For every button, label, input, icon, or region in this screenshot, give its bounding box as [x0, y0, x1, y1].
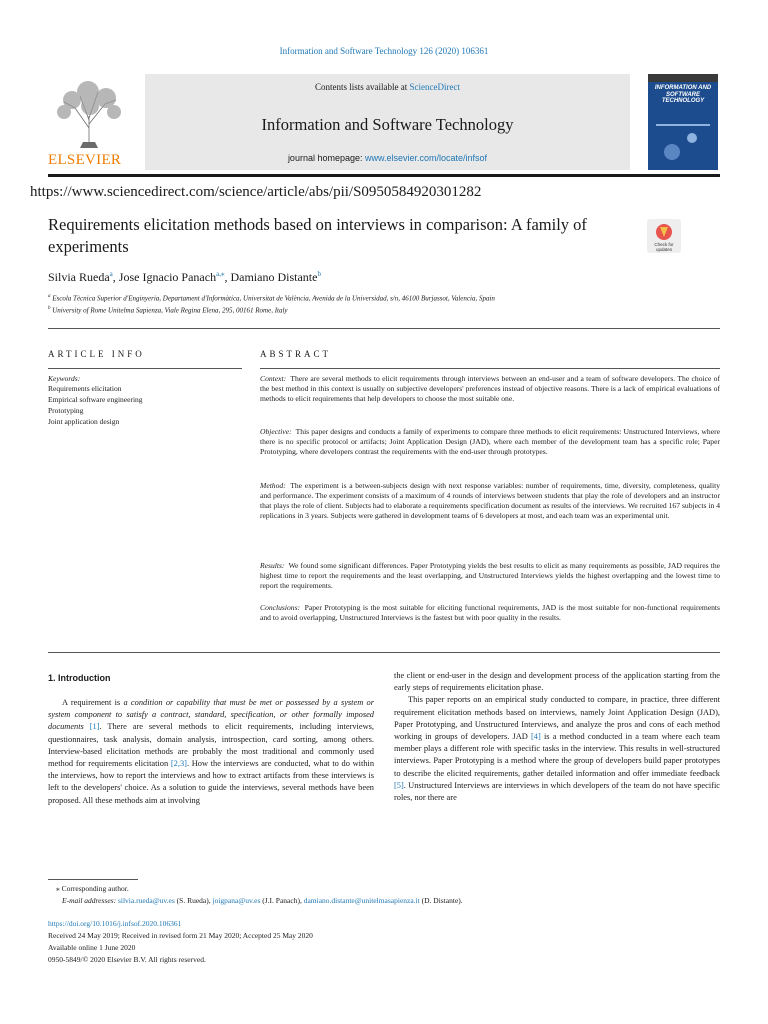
journal-reference[interactable]: Information and Software Technology 126 (2020) 106361 [279, 46, 489, 56]
check-updates-icon [647, 219, 681, 253]
author-name[interactable]: Jose Ignacio Panach [118, 270, 217, 284]
abstract-heading: ABSTRACT [260, 349, 332, 359]
abstract-end-rule [48, 652, 720, 653]
author-name[interactable]: Silvia Rueda [48, 270, 110, 284]
journal-name: Information and Software Technology [261, 115, 514, 134]
author-affiliation-marker[interactable]: a,⁎ [216, 270, 225, 278]
citation-link[interactable]: [4] [531, 732, 541, 742]
keyword-item: Empirical software engineering [48, 395, 143, 404]
homepage-link[interactable]: www.elsevier.com/locate/infsof [365, 153, 488, 163]
affiliation-a: $^a$ Escola Tècnica Superior d'Enginyeria, Departament d'Informàtica, Universitat de València, Avenida de la Universidad, s/n, 46100 Burjassot, Valencia, Spain [48, 294, 495, 303]
sciencedirect-link[interactable]: ScienceDirect [409, 82, 460, 92]
article-url[interactable]: https://www.sciencedirect.com/science/article/abs/pii/S0950584920301282 [30, 184, 482, 200]
keywords-label: Keywords: [48, 374, 81, 383]
received-dates: Received 24 May 2019; Received in revised form 21 May 2020; Accepted 25 May 2020 [48, 931, 313, 940]
article-title: Requirements elicitation methods based on interviews in comparison: A family of experiments [48, 215, 587, 256]
intro-right-column: the client or end-user in the design and development process of the application starting from the early steps of requirements elicitation phase. This paper reports on an empirical study conducted to compare, in practice, three different requirement elicitation methods based on interviews, namely Joint Application Design (JAD), Paper Prototyping, and Unstructured Interviews, and analyze the pros and cons of each method working in groups of developers. JAD [4] is a method conducted in a team where each team member plays a different role with specific tasks in the interview. This results in well-structured interviews. Paper Prototyping is a method where the group of developers build paper prototypes to describe the elicited requirements, gather detailed information and offer immediate feedback [5]. Unstructured Interviews are interviews in which developers of the team do not have specific roles, nor there are [394, 671, 720, 803]
abstract-results: Results: We found some significant differences. Paper Prototyping yields the best results to elicit as many requirements as possible, JAD requires the highest time to report the requirements and the least overlapping, and Unstructured Interviews yields the highest overlapping and the lowest time to report the requirements. [260, 561, 720, 590]
cover-title: INFORMATION AND SOFTWARE TECHNOLOGY [654, 85, 712, 104]
email-link[interactable]: joigpana@uv.es [212, 896, 261, 905]
doi-link[interactable]: https://doi.org/10.1016/j.infsof.2020.106361 [48, 919, 182, 928]
corresponding-author-note: ⁎ Corresponding author. [56, 884, 129, 893]
author-list: Silvia Rueda$^a$, Jose Ignacio Panach$^{a,⁎}$, Damiano Distante$^b$ [48, 270, 321, 284]
author-name[interactable]: Damiano Distante [230, 270, 318, 284]
section-rule [48, 328, 720, 329]
keyword-item: Requirements elicitation [48, 384, 122, 393]
copyright: 0950-5849/© 2020 Elsevier B.V. All rights reserved. [48, 955, 206, 964]
email-link[interactable]: damiano.distante@unitelmasapienza.it [303, 896, 420, 905]
intro-left-column: A requirement is a condition or capability that must be met or possessed by a system or system component to satisfy a contract, standard, specification, or other formally imposed documents [1]. There are several methods to elicit requirements, including interviews, questionnaires, task analysis, domain analysis, introspection, card sorting, among others. Interview-based elicitation methods are probably the most traditional and commonly used method for requirements elicitation [2,3]. How the interviews are conducted, what to do within the interviews, how to report the interviews and how to extract artifacts from these interviews is left to the developers' choice. As a solution to guide the interviews, several methods have been proposed. All these methods aim at involving [48, 698, 375, 805]
abstract-method: Method: The experiment is a between-subjects design with next response variables: number of requirements, time, diversity, completeness, quality and performance. The experiment consists of a maximum of 4 rounds of interviews between students that play the role of developers and an instructor that plays the role of client. Subjects had to elaborate a requirements specification document as results of the interviews. We recruited 167 subjects in 4 replications in 3 years. Subjects were gathered in development teams of 6 developers at most, and each team was an experimental unit. [260, 481, 721, 520]
citation-link[interactable]: [5] [394, 780, 404, 790]
keyword-item: Prototyping [48, 406, 84, 415]
affiliation-b: $^b$ University of Rome Unitelma Sapienza, Viale Regina Elena, 295, 00161 Rome, Italy [48, 306, 288, 315]
homepage-line: journal homepage: www.elsevier.com/locate/infsof [287, 153, 488, 163]
citation-link[interactable]: [1] [89, 722, 100, 732]
footnote-rule [48, 879, 138, 880]
abstract-objective: Objective: This paper designs and conducts a family of experiments to compare three methods to elicit requirements: Unstructured Interviews, where there is no specific protocol or artifacts; Joint Application Design (JAD), where each member of the development team has a specific role; Paper Prototyping, where developers contrast the requirements with the end-user through prototypes. [260, 427, 720, 456]
intro-heading: 1. Introduction [48, 673, 111, 683]
article-info-heading: ARTICLE INFO [48, 349, 145, 359]
article-info-rule [48, 368, 242, 369]
svg-text:updates: updates [655, 247, 673, 252]
citation-link[interactable]: [2,3] [170, 759, 187, 769]
keyword-item: Joint application design [48, 417, 120, 426]
email-link[interactable]: silvia.rueda@uv.es [117, 896, 175, 905]
elsevier-wordmark: ELSEVIER [48, 152, 122, 168]
author-affiliation-marker[interactable]: b [317, 270, 321, 278]
author-affiliation-marker[interactable]: a [109, 270, 113, 278]
available-online: Available online 1 June 2020 [48, 943, 136, 952]
check-for-updates-badge[interactable] [647, 219, 681, 253]
email-addresses: E-mail addresses: silvia.rueda@uv.es (S. Rueda), joigpana@uv.es (J.I. Panach), damiano.distante@unitelmasapienza.it (D. Distante). [62, 896, 463, 905]
header-rule [48, 174, 720, 177]
abstract-conclusions: Conclusions: Paper Prototyping is the most suitable for eliciting functional requirements, JAD is the most suitable for non-functional requirements and to avoid overlapping, Unstructured Interviews is the fastest but with poor quality in the results. [260, 603, 720, 622]
contents-line: Contents lists available at ScienceDirect [315, 82, 460, 92]
abstract-context: Context: There are several methods to elicit requirements through interviews between an end-user and a team of software developers. The choice of the best method in this context is usually on subjective developers' preferences instead of objective reasons. There is a lack of empirical evaluations of methods to elicit requirements that help developers to choose the most suitable one. [260, 374, 720, 403]
abstract-rule [260, 368, 720, 369]
svg-text:Check for: Check for [654, 242, 674, 247]
